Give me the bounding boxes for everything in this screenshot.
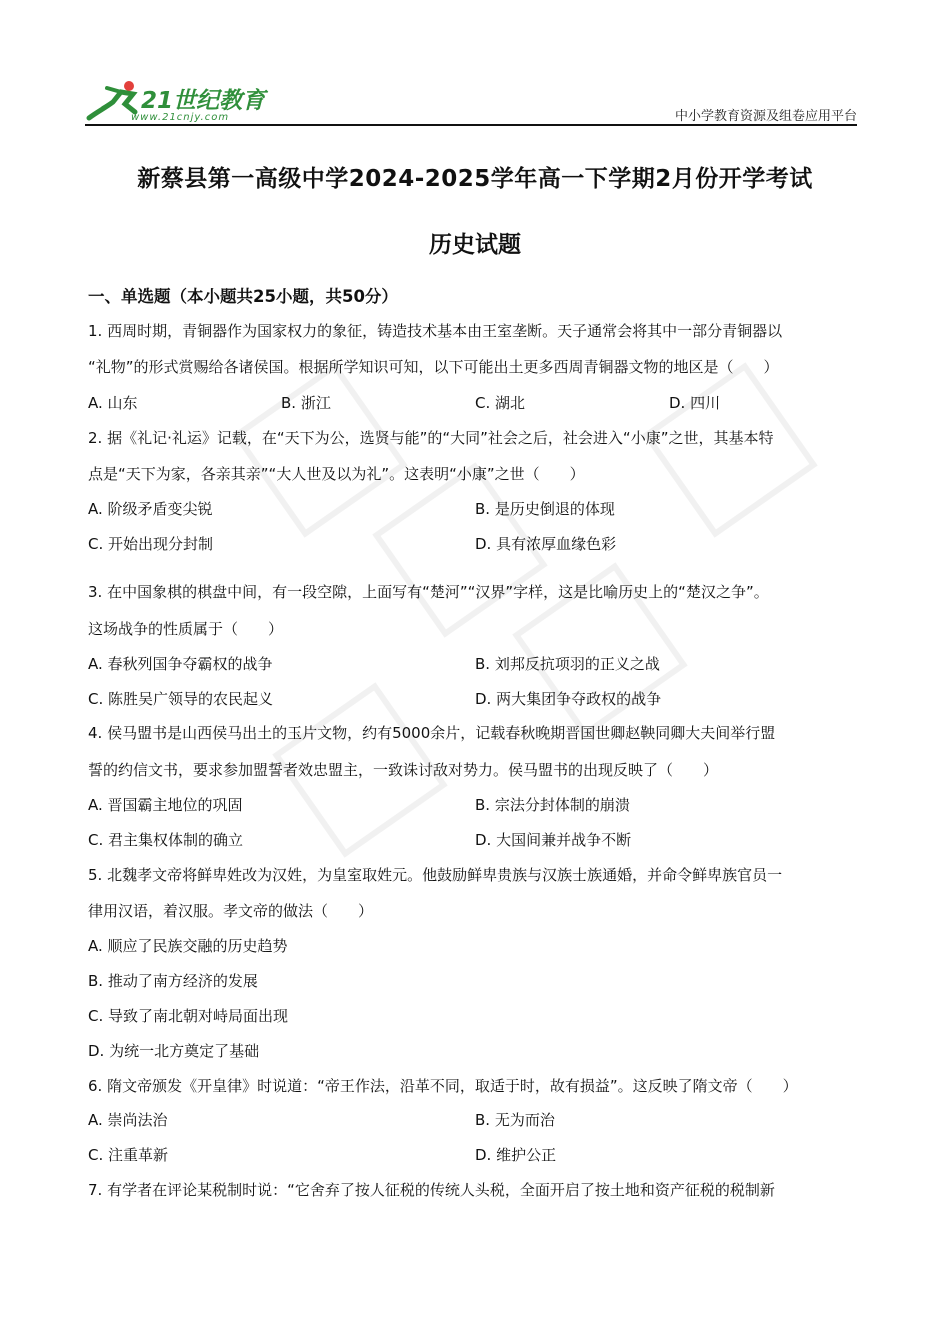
q2-option-a: A. 阶级矛盾变尖锐 <box>88 500 213 518</box>
q3-option-c: C. 陈胜吴广领导的农民起义 <box>88 690 274 708</box>
header-divider <box>85 124 857 126</box>
exam-title: 新蔡县第一高级中学2024-2025学年高一下学期2月份开学考试 <box>137 166 813 192</box>
q1-option-c: C. 湖北 <box>475 394 526 412</box>
q5-option-a: A. 顺应了民族交融的历史趋势 <box>88 937 288 955</box>
q4-option-c: C. 君主集权体制的确立 <box>88 831 244 849</box>
q5-option-c: C. 导致了南北朝对峙局面出现 <box>88 1007 289 1025</box>
q7-stem-line1: 7. 有学者在评论某税制时说：“它舍弃了按人征税的传统人头税，全面开启了按土地和资产征税的税制新 <box>88 1181 775 1199</box>
q2-stem-line1: 2. 据《礼记·礼运》记载，在“天下为公，选贤与能”的“大同”社会之后，社会进入“小康”之世，其基本特 <box>88 429 774 447</box>
logo-url: www.21cnjy.com <box>131 112 230 123</box>
q6-option-d: D. 维护公正 <box>475 1146 557 1164</box>
q1-option-a: A. 山东 <box>88 394 138 412</box>
q3-option-b: B. 刘邦反抗项羽的正义之战 <box>475 655 660 673</box>
q6-option-a: A. 崇尚法治 <box>88 1111 168 1129</box>
logo <box>85 78 275 126</box>
q5-stem-line2: 律用汉语，着汉服。孝文帝的做法（ ） <box>88 902 374 920</box>
q6-option-b: B. 无为而治 <box>475 1111 555 1129</box>
q4-stem-line1: 4. 侯马盟书是山西侯马出土的玉片文物，约有5000余片，记载春秋晚期晋国世卿赵鞅同卿大夫间举行盟 <box>88 724 776 742</box>
q4-stem-line2: 誓的约信文书，要求参加盟誓者效忠盟主，一致诛讨敌对势力。侯马盟书的出现反映了（ ） <box>88 761 719 779</box>
q4-option-b: B. 宗法分封体制的崩溃 <box>475 796 630 814</box>
exam-subject: 历史试题 <box>429 232 521 258</box>
q5-stem-line1: 5. 北魏孝文帝将鲜卑姓改为汉姓，为皇室取姓元。他鼓励鲜卑贵族与汉族士族通婚，并命令鲜卑族官员一 <box>88 866 783 884</box>
q4-option-d: D. 大国间兼并战争不断 <box>475 831 632 849</box>
section-heading: 一、单选题（本小题共25小题，共50分） <box>88 287 398 306</box>
q1-stem-line2: “礼物”的形式赏赐给各诸侯国。根据所学知识可知，以下可能出土更多西周青铜器文物的地区是（ ） <box>88 358 779 376</box>
q1-option-b: B. 浙江 <box>281 394 331 412</box>
q5-option-d: D. 为统一北方奠定了基础 <box>88 1042 260 1060</box>
q6-stem-line1: 6. 隋文帝颁发《开皇律》时说道：“帝王作法，沿革不同，取适于时，故有损益”。这反映了隋文帝（ ） <box>88 1077 798 1095</box>
q1-stem-line1: 1. 西周时期，青铜器作为国家权力的象征，铸造技术基本由王室垄断。天子通常会将其中一部分青铜器以 <box>88 322 783 340</box>
q3-option-a: A. 春秋列国争夺霸权的战争 <box>88 655 273 673</box>
platform-label: 中小学教育资源及组卷应用平台 <box>674 109 857 124</box>
q6-option-c: C. 注重革新 <box>88 1146 169 1164</box>
q4-option-a: A. 晋国霸主地位的巩固 <box>88 796 243 814</box>
q3-stem-line2: 这场战争的性质属于（ ） <box>88 620 284 638</box>
q3-stem-line1: 3. 在中国象棋的棋盘中间，有一段空隙，上面写有“楚河”“汉界”字样，这是比喻历史上的“楚汉之争”。 <box>88 583 769 601</box>
q2-option-b: B. 是历史倒退的体现 <box>475 500 615 518</box>
q2-option-d: D. 具有浓厚血缘色彩 <box>475 535 617 553</box>
q2-stem-line2: 点是“天下为家，各亲其亲”“大人世及以为礼”。这表明“小康”之世（ ） <box>88 465 585 483</box>
q1-option-d: D. 四川 <box>669 394 721 412</box>
q5-option-b: B. 推动了南方经济的发展 <box>88 972 258 990</box>
logo-text: 21世纪教育 <box>141 88 266 114</box>
q3-option-d: D. 两大集团争夺政权的战争 <box>475 690 662 708</box>
page-header <box>85 78 857 126</box>
q2-option-c: C. 开始出现分封制 <box>88 535 214 553</box>
